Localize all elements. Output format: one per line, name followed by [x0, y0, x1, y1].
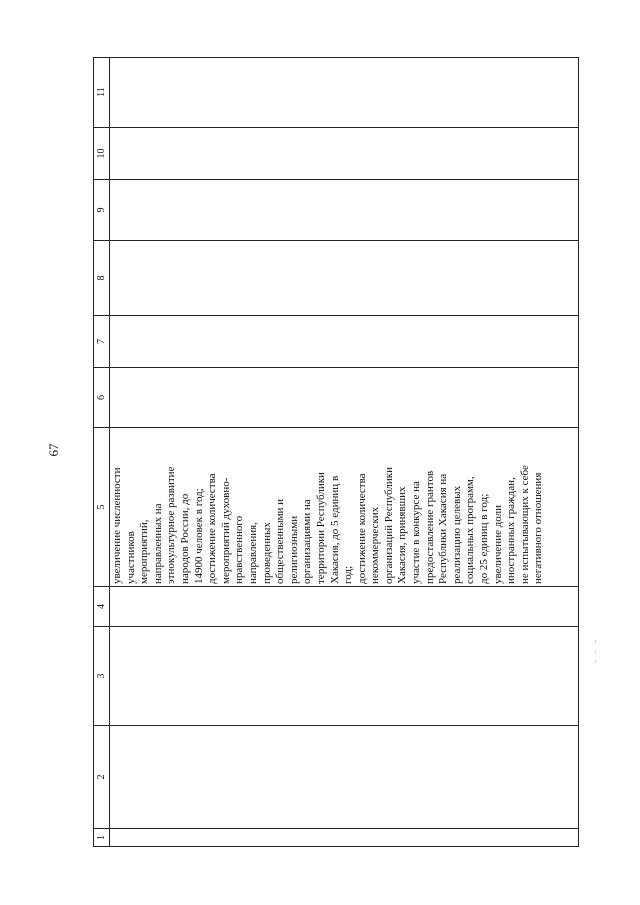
indicator-text-line: до 25 единиц в год;	[478, 493, 491, 584]
indicator-text-line: Хакасия, до 5 единиц в	[328, 475, 341, 584]
cell-col-11	[110, 57, 578, 127]
header-col-10: 10	[94, 127, 110, 179]
indicator-text-line: увеличение численности	[111, 467, 123, 584]
cell-col-4	[110, 586, 578, 626]
indicator-text-line: участников	[124, 531, 137, 584]
indicator-text-line: 14900 человек в год;	[192, 488, 205, 584]
indicator-text-line: общественными и	[274, 498, 287, 584]
cell-col-10	[110, 127, 578, 179]
indicator-text-line: организациями на	[301, 499, 314, 584]
indicator-text-line: мероприятий духовно-	[219, 477, 232, 584]
header-col-4: 4	[94, 586, 110, 626]
indicator-text-line: территории Республики	[314, 472, 327, 584]
indicator-text-line: не испытывающих к себе	[518, 465, 531, 584]
indicator-text-line: негативного отношения	[532, 472, 545, 584]
indicator-text-line: направленных на	[151, 503, 164, 584]
cell-col-1	[110, 828, 578, 846]
page-number: 67	[46, 443, 61, 457]
indicator-text-line: Республики Хакасия на	[437, 473, 450, 584]
header-col-11: 11	[94, 57, 110, 127]
indicator-text-line: организаций Республики	[382, 467, 395, 584]
cell-col-7	[110, 315, 578, 367]
cell-col-6	[110, 367, 578, 427]
indicator-text-line: достижение количества	[355, 473, 368, 584]
indicator-text-line: некоммерческих	[369, 506, 382, 584]
indicator-text-line: год;	[342, 565, 355, 584]
header-col-6: 6	[94, 367, 110, 427]
cell-col-5-indicators	[110, 427, 578, 586]
cell-col-8	[110, 240, 578, 315]
cell-col-2	[110, 725, 578, 828]
indicator-text-line: реализацию целевых	[450, 485, 463, 584]
indicator-text-line: увеличение доли	[491, 504, 504, 584]
header-col-3: 3	[94, 626, 110, 725]
indicator-text-line: народов России, до	[178, 493, 191, 584]
indicator-text-line: нравственного	[233, 515, 246, 584]
indicator-text-line: проведенных	[260, 522, 273, 584]
indicator-text-line: социальных программ,	[464, 476, 477, 584]
header-col-9: 9	[94, 179, 110, 240]
scan-artifact	[595, 640, 598, 680]
header-col-5: 5	[94, 427, 110, 586]
header-col-7: 7	[94, 315, 110, 367]
indicator-text-line: иностранных граждан,	[505, 477, 518, 584]
cell-col-3	[110, 626, 578, 725]
cell-col-9	[110, 179, 578, 240]
indicator-text-line: достижение количества	[206, 473, 219, 584]
indicator-text-line: участие в конкурсе на	[410, 481, 423, 584]
indicator-text-line: направления,	[246, 522, 259, 584]
header-col-1: 1	[94, 828, 110, 846]
data-table	[93, 57, 579, 847]
indicator-text-line: этнокультурное развитие	[165, 466, 178, 584]
indicator-text-line: религиозными	[287, 515, 300, 584]
indicator-text-line: мероприятий,	[138, 519, 151, 584]
header-col-2: 2	[94, 725, 110, 828]
header-col-8: 8	[94, 240, 110, 315]
indicator-text-line: Хакасия, принявших	[396, 486, 409, 584]
table-container	[93, 57, 579, 847]
indicator-text-line: предоставление грантов	[423, 470, 436, 584]
